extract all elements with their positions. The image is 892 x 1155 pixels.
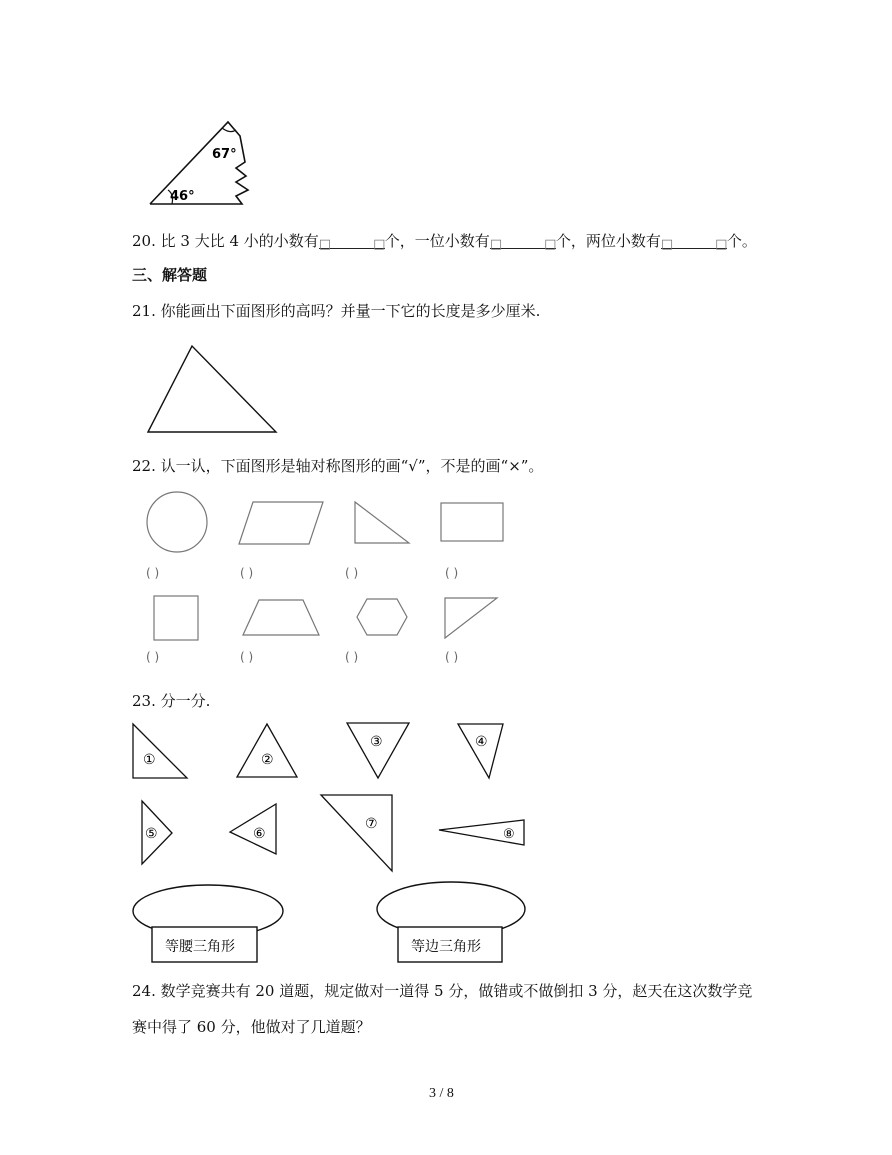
shape-circle — [147, 492, 207, 552]
q22-answer-5[interactable]: ( ) — [146, 650, 160, 664]
shape-trapezoid — [243, 600, 319, 635]
question-23: 23. 分一分. — [132, 692, 211, 710]
triangle-2 — [237, 724, 297, 777]
q22-answer-2[interactable]: ( ) — [240, 566, 254, 580]
question-24-line-2: 赛中得了 60 分，他做对了几道题？ — [132, 1018, 371, 1036]
triangle-1-label: ① — [143, 752, 156, 768]
question-20 — [132, 230, 757, 252]
triangle-3-label: ③ — [370, 734, 383, 750]
shape-rectangle — [441, 503, 503, 541]
angle-46-label: 46° — [170, 189, 195, 204]
q22-answer-1[interactable]: ( ) — [146, 566, 160, 580]
triangle-6-label: ⑥ — [253, 826, 266, 842]
shape-hexagon — [357, 599, 407, 635]
q20-mid2: 个，两位小数有 — [555, 232, 661, 250]
q20-blank-2[interactable]: □ □ — [490, 232, 556, 249]
q22-shapes — [130, 488, 530, 648]
triangle-5-label: ⑤ — [145, 826, 158, 842]
shape-square — [154, 596, 198, 640]
triangle-2-label: ② — [261, 752, 274, 768]
shape-parallelogram — [239, 502, 323, 544]
label-isosceles: 等腰三角形 — [165, 939, 235, 955]
angle-67-label: 67° — [212, 147, 237, 162]
q20-blank-3[interactable]: □ □ — [661, 232, 727, 249]
q20-mid1: 个，一位小数有 — [384, 232, 490, 250]
shape-triangle-slant — [445, 598, 497, 638]
torn-triangle-figure — [140, 110, 260, 210]
q22-answer-3[interactable]: ( ) — [345, 566, 359, 580]
section-3-title: 三、解答题 — [132, 266, 208, 284]
triangle-7-label: ⑦ — [365, 816, 378, 832]
triangle-8-label: ⑧ — [503, 827, 515, 842]
q23-triangles — [125, 718, 535, 968]
q20-lead: 20. 比 3 大比 4 小的小数有 — [132, 232, 319, 250]
triangle-4 — [458, 724, 503, 778]
triangle-7 — [321, 795, 392, 871]
q20-tail: 个。 — [726, 232, 757, 250]
q22-answer-4[interactable]: ( ) — [445, 566, 459, 580]
label-equilateral: 等边三角形 — [411, 939, 481, 955]
q22-answer-6[interactable]: ( ) — [240, 650, 254, 664]
triangle-3 — [347, 723, 409, 778]
question-24-line-1: 24. 数学竞赛共有 20 道题，规定做对一道得 5 分，做错或不做倒扣 3 分，赵天在这次数学竞 — [132, 982, 753, 1000]
shape-right-triangle — [355, 502, 409, 543]
q21-triangle — [140, 340, 285, 440]
q20-blank-1[interactable]: □ □ — [319, 232, 385, 249]
q22-answer-7[interactable]: ( ) — [345, 650, 359, 664]
q22-answer-8[interactable]: ( ) — [445, 650, 459, 664]
question-22: 22. 认一认，下面图形是轴对称图形的画“√”，不是的画“×”。 — [132, 457, 544, 475]
triangle-1 — [133, 724, 187, 778]
triangle-4-label: ④ — [475, 734, 488, 750]
page-number: 3 / 8 — [429, 1086, 454, 1101]
question-21: 21. 你能画出下面图形的高吗？并量一下它的长度是多少厘米. — [132, 302, 541, 320]
